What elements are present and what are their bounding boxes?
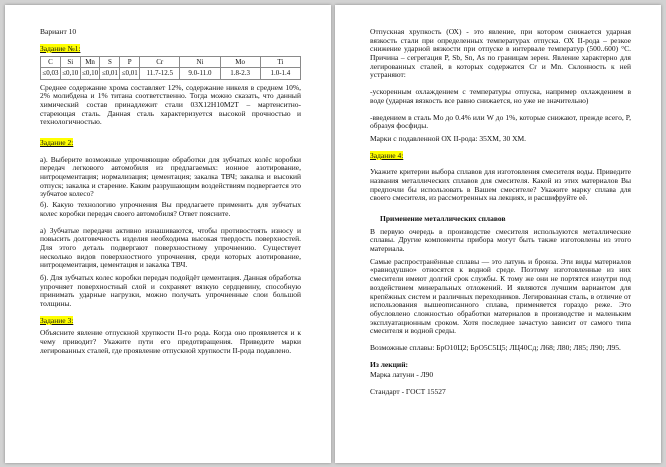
task2-question-a[interactable]: а). Выберите возможные упрочняющие обработки для зубчатых колёс коробки передач легкового автомобиля из предлагаемых: ионное азотирование, нитроцементация; нормализация; цементация; закалка ТВЧ; закалка и высокий отпуск; закалка и старение. Каким разрушающим воздействиям подвергается это зубчатое колесо? bbox=[40, 154, 301, 199]
task4-label[interactable]: Задание 4: bbox=[370, 150, 404, 160]
task1-answer[interactable]: Среднее содержание хрома составляет 12%, содержание никеля в среднем 10%, 2% молибдена и 1% титана соответственно. Тогда можно сказать, что данный химический состав принадлежит стали 03Х12Н10М2Т – мартенситно-стареющая сталь. Данная сталь характеризуется высокой прочностью и технологичностью. bbox=[40, 82, 301, 127]
task2-answer-a[interactable]: а) Зубчатые передачи активно изнашиваются, чтобы противостоять износу и повысить долговечность изделия необходима высокая твердость поверхностей. Для этого деталь подвергают поверхностному упрочнению. Существует несколько видов поверхностного упрочнения, среди которых азотирование, нитроцементация, цементация и закалка ТВЧ. bbox=[40, 225, 301, 270]
task3-label[interactable]: Задание 3: bbox=[40, 315, 74, 325]
composition-value-cell[interactable]: ≤0,03 bbox=[42, 69, 59, 78]
task3-answer-paragraph-3[interactable]: -введением в сталь Mo до 0.4% или W до 1%, которые снижают, прежде всего, P, образуя фосфиды. bbox=[370, 112, 631, 131]
page-1[interactable] bbox=[5, 5, 331, 463]
task2-answer-b[interactable]: б). Для зубчатых колес коробки передач подойдёт цементация. Данная обработка упрочняет поверхностный слой и сохраняет вязкую сердцевину, способную принимать ударные нагрузки, можно получать упрочненные слои большой толщины. bbox=[40, 272, 301, 309]
composition-value-cell[interactable]: ≤0,01 bbox=[101, 69, 118, 78]
task3-question[interactable]: Объясните явление отпускной хрупкости II-го рода. Когда оно проявляется и к чему приводит? Укажите пути его предотвращения. Приведите марки легированных сталей, где проявление отпускной хрупкости II-рода подавлено. bbox=[40, 328, 301, 355]
composition-header-cell[interactable]: P bbox=[120, 57, 140, 68]
task4-answer-paragraph-2[interactable]: Самые распространённые сплавы — это латунь и бронза. Эти виды материалов «равнодушно» относятся к водной среде. Поэтому изготовленные из них смесители имеют долгий срок службы. К тому же они не портятся изнутри под воздействием минеральных отложений. И являются лучшим вариантом для крепёжных систем и различных переходников. Легированная сталь, в отличие от использования вышеописанного сплава, применяется гораздо реже. Это обусловлено сложностью обработки материалов в производстве и маленьким эксплуатационным сроком. Хотя последнее зачастую зависит от самого типа смесителя и водной среды. bbox=[370, 256, 631, 336]
composition-value-row bbox=[41, 68, 301, 79]
composition-value-cell[interactable]: 1.8-2.3 bbox=[220, 68, 260, 79]
composition-header-cell[interactable]: Ti bbox=[260, 57, 300, 68]
variant-title: Вариант 10 bbox=[40, 27, 77, 36]
composition-value-cell[interactable]: 9.0-11.0 bbox=[180, 68, 220, 79]
task4-question[interactable]: Укажите критерии выбора сплавов для изготовления смесителя воды. Приведите названия металлических сплавов для смесителя. Какой из этих материалов Вы предпочли бы использовать в Вашем смесителе? Укажите марку сплава для своего смесителя, из рассмотренных на лекциях, и расшифруйте её. bbox=[370, 167, 631, 203]
composition-value-cell[interactable]: ≤0,01 bbox=[121, 69, 138, 78]
gost-standard[interactable]: Стандарт - ГОСТ 15527 bbox=[370, 387, 446, 396]
composition-header-cell[interactable]: S bbox=[100, 57, 120, 68]
composition-header-cell[interactable]: Si bbox=[60, 57, 80, 68]
lectures-label[interactable]: Из лекций: bbox=[370, 359, 409, 369]
composition-header-row bbox=[41, 57, 301, 68]
composition-header-cell[interactable]: Mn bbox=[80, 57, 100, 68]
task4-possible-alloys[interactable]: Возможные сплавы: БрО10Ц2; БрО5С5Ц5; ЛЦ40Сд; Л68; Л80; Л85; Л90; Л95. bbox=[370, 342, 621, 352]
composition-header-cell[interactable]: Mo bbox=[220, 57, 260, 68]
task1-label[interactable]: Задание №1: bbox=[40, 43, 81, 53]
composition-header-cell[interactable]: Ni bbox=[180, 57, 220, 68]
task3-answer-paragraph-1[interactable]: Отпускная хрупкость (ОХ) - это явление, при котором снижается ударная вязкость стали при определенных температурах отпуска. ОХ II-рода – резкое снижение ударной вязкости при отпуске в интервале температур (500..600) °С. Причина – сегрегация P, Sb, Sn, As по границам зерен. Явление характерно для легированных сталей, в которых содержатся Cr и Mn. Склонность к ней устраняют: bbox=[370, 27, 631, 80]
composition-header-cell[interactable]: Cr bbox=[140, 57, 180, 68]
page-2[interactable] bbox=[335, 5, 661, 463]
task2-label[interactable]: Задание 2: bbox=[40, 138, 74, 148]
task3-answer-paragraph-4[interactable]: Марки с подавленной ОХ II-рода: 35ХМ, 30 ХМ. bbox=[370, 133, 527, 143]
composition-value-cell[interactable]: 11.7-12.5 bbox=[140, 68, 180, 79]
task4-answer-paragraph-1[interactable]: В первую очередь в производстве смесителя используются металлические сплавы. Другие компоненты прибора могут быть также изготовлены из этого материала. bbox=[370, 226, 631, 254]
composition-value-cell[interactable]: ≤0,10 bbox=[62, 69, 79, 78]
task2-question-b[interactable]: б). Какую технологию упрочнения Вы предлагаете применить для зубчатых колес коробки передач своего автомобиля? Ответ поясните. bbox=[40, 200, 301, 218]
composition-value-cell[interactable]: ≤0,10 bbox=[82, 69, 99, 78]
brass-grade[interactable]: Марка латуни - Л90 bbox=[370, 370, 434, 380]
task3-answer-paragraph-2[interactable]: -ускоренным охлаждением с температуры отпуска, например охлаждением в воде (ударная вязкость все равно снижается, но уже не значительно) bbox=[370, 87, 631, 105]
task4-answer-heading[interactable]: Применение металлических сплавов bbox=[380, 214, 506, 223]
composition-table[interactable] bbox=[40, 56, 301, 79]
composition-value-cell[interactable]: 1.0-1.4 bbox=[260, 68, 300, 79]
composition-header-cell[interactable]: C bbox=[41, 57, 61, 68]
